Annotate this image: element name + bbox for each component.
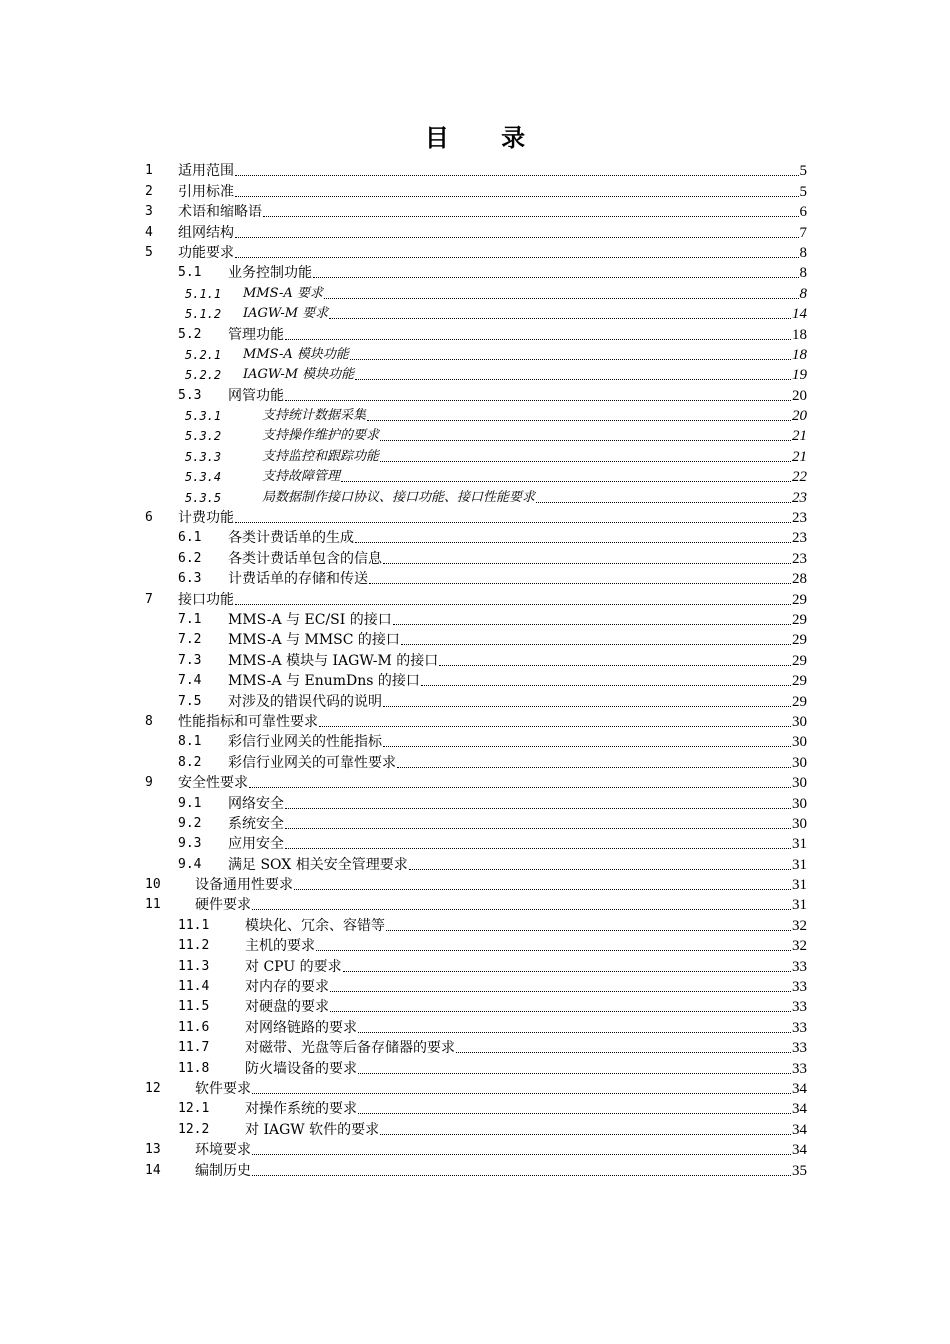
toc-entry-page-number: 21 (792, 428, 807, 445)
toc-entry-title: 术语和缩略语 (178, 204, 262, 221)
toc-entry-title: 应用安全 (228, 836, 284, 853)
toc-entry-page-number: 28 (792, 571, 807, 588)
toc-entry-page-number: 5 (799, 183, 807, 200)
toc-dot-leader (235, 174, 799, 176)
toc-entry-title: MMS-A 与 EnumDns 的接口 (228, 673, 420, 690)
toc-entry[interactable] (145, 772, 807, 792)
toc-entry-page-number: 8 (799, 244, 807, 261)
toc-entry-number: 11.5 (178, 999, 210, 1015)
toc-dot-leader (355, 541, 791, 543)
toc-entry-number: 7.4 (178, 673, 202, 689)
toc-entry[interactable] (145, 588, 807, 608)
toc-entry-title: 局数据制作接口协议、接口功能、接口性能要求 (262, 489, 536, 505)
toc-entry[interactable] (145, 568, 807, 588)
toc-dot-leader (235, 521, 791, 523)
toc-entry-title: 各类计费话单的生成 (228, 530, 354, 547)
toc-entry[interactable] (145, 1139, 807, 1159)
toc-dot-leader (358, 1031, 791, 1033)
toc-entry-page-number: 33 (792, 1060, 807, 1077)
toc-entry-number: 8.2 (178, 754, 202, 770)
toc-entry-number: 11.1 (178, 917, 210, 933)
toc-entry-page-number: 8 (799, 265, 807, 282)
toc-entry-title: 硬件要求 (195, 897, 251, 914)
toc-entry[interactable] (145, 323, 807, 343)
toc-entry-number: 11.7 (178, 1040, 210, 1056)
toc-entry-number: 12.2 (178, 1121, 210, 1137)
toc-entry[interactable] (145, 935, 807, 955)
toc-entry[interactable] (145, 160, 807, 180)
toc-entry-page-number: 29 (792, 591, 807, 608)
toc-entry[interactable] (145, 507, 807, 527)
toc-entry-page-number: 30 (792, 754, 807, 771)
toc-entry[interactable] (145, 201, 807, 221)
toc-entry-number: 8.1 (178, 734, 202, 750)
toc-entry-number: 5.2.2 (185, 368, 222, 383)
toc-dot-leader (330, 1010, 791, 1012)
toc-entry-page-number: 31 (792, 836, 807, 853)
toc-entry[interactable] (145, 262, 807, 282)
toc-dot-leader (285, 399, 791, 401)
toc-entry-title: 对内存的要求 (245, 979, 329, 996)
toc-entry[interactable] (145, 221, 807, 241)
toc-dot-leader (316, 949, 791, 951)
toc-dot-leader (249, 786, 791, 788)
toc-entry-number: 7.3 (178, 652, 202, 668)
toc-dot-leader (439, 664, 791, 666)
toc-entry-title: 防火墙设备的要求 (245, 1060, 357, 1077)
toc-entry[interactable] (145, 344, 807, 364)
toc-dot-leader (252, 1092, 791, 1094)
toc-entry[interactable] (145, 364, 807, 384)
toc-entry-title: 接口功能 (178, 591, 234, 608)
toc-entry-title: MMS-A 模块与 IAGW-M 的接口 (228, 652, 439, 669)
toc-entry-number: 6 (145, 510, 153, 526)
toc-entry-number: 6.3 (178, 571, 202, 587)
toc-dot-leader (285, 807, 791, 809)
toc-entry-number: 7.2 (178, 632, 202, 648)
toc-entry-title: 计费功能 (178, 510, 234, 527)
toc-entry[interactable] (145, 1016, 807, 1036)
toc-entry-number: 9 (145, 775, 153, 791)
toc-entry-page-number: 22 (792, 469, 807, 486)
toc-entry-number: 10 (145, 877, 161, 893)
toc-entry-page-number: 18 (792, 346, 807, 363)
toc-entry-number: 9.1 (178, 795, 202, 811)
toc-entry-title: 引用标准 (178, 183, 234, 200)
toc-entry[interactable] (145, 425, 807, 445)
toc-entry[interactable] (145, 466, 807, 486)
toc-entry-page-number: 33 (792, 958, 807, 975)
toc-dot-leader (235, 603, 791, 605)
toc-entry-title: MMS-A 要求 (243, 285, 323, 301)
toc-entry-page-number: 31 (792, 877, 807, 894)
toc-entry-page-number: 18 (792, 326, 807, 343)
toc-dot-leader (380, 460, 791, 462)
toc-entry-number: 5.2.1 (185, 347, 222, 362)
toc-entry-page-number: 33 (792, 1040, 807, 1057)
toc-entry[interactable] (145, 874, 807, 894)
toc-entry-title: 适用范围 (178, 163, 234, 180)
toc-entry[interactable] (145, 303, 807, 323)
toc-entry-title: 网络安全 (228, 795, 284, 812)
toc-entry[interactable] (145, 649, 807, 669)
toc-entry-title: 设备通用性要求 (195, 877, 293, 894)
toc-entry-number: 3 (145, 204, 153, 220)
toc-entry-page-number: 14 (792, 306, 807, 323)
toc-entry-number: 7.5 (178, 693, 202, 709)
toc-entry[interactable] (145, 629, 807, 649)
toc-dot-leader (343, 970, 791, 972)
toc-entry-number: 9.2 (178, 815, 202, 831)
toc-entry-title: 计费话单的存储和传送 (228, 571, 368, 588)
toc-entry-title: 对 IAGW 软件的要求 (245, 1121, 380, 1138)
toc-entry-page-number: 23 (792, 550, 807, 567)
toc-entry-number: 5.3.5 (185, 490, 222, 505)
toc-dot-leader (383, 705, 791, 707)
toc-dot-leader (263, 215, 799, 217)
toc-dot-leader (285, 338, 791, 340)
toc-entry-page-number: 33 (792, 999, 807, 1016)
toc-entry-title: 软件要求 (195, 1080, 251, 1097)
toc-entry-title: 编制历史 (195, 1162, 251, 1179)
toc-entry[interactable] (145, 547, 807, 567)
toc-entry[interactable] (145, 711, 807, 731)
toc-dot-leader (355, 378, 791, 380)
toc-entry-page-number: 20 (792, 408, 807, 425)
toc-entry-page-number: 32 (792, 917, 807, 934)
toc-entry-page-number: 7 (799, 224, 807, 241)
toc-entry[interactable] (145, 690, 807, 710)
toc-entry-title: 支持操作维护的要求 (262, 428, 380, 444)
toc-entry-number: 13 (145, 1142, 161, 1158)
toc-entry-page-number: 30 (792, 775, 807, 792)
toc-entry-page-number: 29 (792, 652, 807, 669)
toc-entry-number: 14 (145, 1162, 161, 1178)
toc-entry[interactable] (145, 609, 807, 629)
toc-entry[interactable] (145, 242, 807, 262)
toc-entry-title: 对硬盘的要求 (245, 999, 329, 1016)
toc-entry-page-number: 23 (792, 530, 807, 547)
toc-dot-leader (401, 643, 791, 645)
toc-entry-title: 功能要求 (178, 244, 234, 261)
toc-entry-title: 性能指标和可靠性要求 (178, 713, 318, 730)
toc-entry-number: 4 (145, 224, 153, 240)
toc-entry-number: 11.2 (178, 938, 210, 954)
toc-entry[interactable] (145, 527, 807, 547)
toc-entry-number: 11 (145, 897, 161, 913)
toc-entry[interactable] (145, 751, 807, 771)
toc-entry[interactable] (145, 731, 807, 751)
toc-entry-number: 11.4 (178, 979, 210, 995)
toc-entry-title: 满足 SOX 相关安全管理要求 (228, 856, 408, 873)
table-of-contents (145, 160, 807, 1180)
toc-entry-page-number: 30 (792, 734, 807, 751)
toc-entry-page-number: 34 (792, 1142, 807, 1159)
toc-entry-title: 彩信行业网关的可靠性要求 (228, 754, 396, 771)
toc-dot-leader (341, 480, 791, 482)
toc-entry-page-number: 31 (792, 856, 807, 873)
toc-entry-title: IAGW-M 要求 (243, 306, 329, 322)
toc-dot-leader (386, 929, 791, 931)
toc-entry[interactable] (145, 914, 807, 934)
toc-entry[interactable] (145, 180, 807, 200)
toc-dot-leader (235, 256, 799, 258)
toc-entry-title: 对网络链路的要求 (245, 1019, 357, 1036)
toc-entry-number: 5.3.1 (185, 409, 222, 424)
toc-entry-number: 5.3.3 (185, 449, 222, 464)
toc-entry-number: 5.1.1 (185, 286, 222, 301)
toc-entry-title: MMS-A 模块功能 (243, 346, 349, 362)
toc-entry-title: IAGW-M 模块功能 (243, 367, 355, 383)
toc-entry-number: 6.1 (178, 530, 202, 546)
toc-entry-number: 9.4 (178, 856, 202, 872)
toc-entry-title: 系统安全 (228, 815, 284, 832)
toc-entry[interactable] (145, 833, 807, 853)
toc-dot-leader (409, 868, 791, 870)
toc-entry-title: 对磁带、光盘等后备存储器的要求 (245, 1040, 455, 1057)
toc-dot-leader (330, 990, 791, 992)
toc-entry-page-number: 23 (792, 510, 807, 527)
toc-entry-page-number: 29 (792, 673, 807, 690)
toc-entry-page-number: 33 (792, 1019, 807, 1036)
toc-dot-leader (252, 1153, 791, 1155)
toc-entry-number: 5.2 (178, 326, 202, 342)
toc-entry-page-number: 34 (792, 1121, 807, 1138)
toc-entry-title: 组网结构 (178, 224, 234, 241)
toc-entry-title: 各类计费话单包含的信息 (228, 550, 382, 567)
toc-entry-title: 管理功能 (228, 326, 284, 343)
toc-entry[interactable] (145, 955, 807, 975)
toc-entry-title: 支持故障管理 (262, 469, 341, 485)
toc-entry-title: MMS-A 与 EC/SI 的接口 (228, 611, 392, 628)
toc-dot-leader (285, 827, 791, 829)
toc-entry[interactable] (145, 1098, 807, 1118)
toc-entry[interactable] (145, 792, 807, 812)
toc-dot-leader (235, 195, 799, 197)
toc-entry-page-number: 20 (792, 387, 807, 404)
toc-entry-page-number: 21 (792, 448, 807, 465)
toc-entry-number: 6.2 (178, 550, 202, 566)
toc-entry[interactable] (145, 405, 807, 425)
toc-entry[interactable] (145, 384, 807, 404)
toc-entry-title: MMS-A 与 MMSC 的接口 (228, 632, 400, 649)
toc-entry-title: 彩信行业网关的性能指标 (228, 734, 382, 751)
toc-entry-page-number: 30 (792, 795, 807, 812)
toc-entry-number: 5.3.4 (185, 470, 222, 485)
toc-dot-leader (383, 562, 791, 564)
toc-dot-leader (380, 439, 791, 441)
toc-entry-number: 1 (145, 163, 153, 179)
toc-entry-number: 5.1 (178, 265, 202, 281)
toc-dot-leader (324, 297, 799, 299)
toc-entry-number: 7.1 (178, 611, 202, 627)
toc-entry[interactable] (145, 445, 807, 465)
toc-entry[interactable] (145, 1118, 807, 1138)
toc-dot-leader (358, 1072, 791, 1074)
toc-entry-number: 2 (145, 183, 153, 199)
toc-dot-leader (397, 766, 791, 768)
toc-dot-leader (319, 725, 791, 727)
toc-entry-page-number: 29 (792, 632, 807, 649)
page-title: 目 录 (424, 124, 548, 152)
toc-dot-leader (536, 501, 791, 503)
toc-entry-number: 5.3 (178, 387, 202, 403)
toc-entry-number: 5.1.2 (185, 307, 222, 322)
toc-entry-title: 模块化、冗余、容错等 (245, 917, 385, 934)
toc-entry-number: 5.3.2 (185, 429, 222, 444)
toc-entry-number: 12 (145, 1080, 161, 1096)
toc-entry[interactable] (145, 486, 807, 506)
toc-entry-title: 支持统计数据采集 (262, 408, 367, 424)
toc-entry-title: 支持监控和跟踪功能 (262, 448, 380, 464)
toc-entry[interactable] (145, 996, 807, 1016)
toc-dot-leader (380, 1133, 791, 1135)
toc-entry-number: 12.1 (178, 1101, 210, 1117)
toc-entry-page-number: 32 (792, 938, 807, 955)
toc-entry-number: 11.3 (178, 958, 210, 974)
toc-dot-leader (456, 1051, 791, 1053)
toc-entry-page-number: 30 (792, 815, 807, 832)
toc-dot-leader (393, 623, 791, 625)
toc-entry[interactable] (145, 894, 807, 914)
toc-dot-leader (329, 317, 791, 319)
toc-entry-number: 5 (145, 244, 153, 260)
toc-entry-number: 11.8 (178, 1060, 210, 1076)
toc-entry-page-number: 35 (792, 1162, 807, 1179)
toc-dot-leader (369, 582, 791, 584)
toc-entry-page-number: 34 (792, 1101, 807, 1118)
toc-entry-title: 对 CPU 的要求 (245, 958, 342, 975)
toc-entry-title: 主机的要求 (245, 938, 315, 955)
toc-entry-title: 对操作系统的要求 (245, 1101, 357, 1118)
toc-dot-leader (313, 276, 799, 278)
toc-entry-page-number: 29 (792, 611, 807, 628)
toc-entry-page-number: 5 (799, 163, 807, 180)
toc-dot-leader (235, 236, 799, 238)
toc-dot-leader (350, 358, 791, 360)
toc-entry[interactable] (145, 1037, 807, 1057)
toc-entry[interactable] (145, 1159, 807, 1179)
toc-entry-title: 对涉及的错误代码的说明 (228, 693, 382, 710)
toc-dot-leader (252, 1174, 791, 1176)
toc-entry-page-number: 33 (792, 979, 807, 996)
toc-entry-page-number: 6 (799, 204, 807, 221)
toc-entry-page-number: 29 (792, 693, 807, 710)
toc-entry[interactable] (145, 1078, 807, 1098)
toc-dot-leader (367, 419, 791, 421)
toc-dot-leader (252, 908, 791, 910)
toc-entry[interactable] (145, 976, 807, 996)
toc-entry-number: 8 (145, 713, 153, 729)
toc-entry[interactable] (145, 853, 807, 873)
toc-entry[interactable] (145, 670, 807, 690)
toc-entry-title: 环境要求 (195, 1142, 251, 1159)
toc-entry-number: 9.3 (178, 836, 202, 852)
toc-entry-title: 业务控制功能 (228, 265, 312, 282)
toc-dot-leader (358, 1112, 791, 1114)
toc-dot-leader (294, 888, 791, 890)
toc-entry-title: 网管功能 (228, 387, 284, 404)
toc-entry-page-number: 8 (799, 285, 807, 302)
toc-dot-leader (383, 745, 791, 747)
toc-entry[interactable] (145, 1057, 807, 1077)
toc-entry[interactable] (145, 813, 807, 833)
toc-entry-page-number: 23 (792, 489, 807, 506)
toc-entry-page-number: 30 (792, 713, 807, 730)
toc-entry-page-number: 34 (792, 1080, 807, 1097)
toc-entry-number: 7 (145, 591, 153, 607)
toc-entry-title: 安全性要求 (178, 775, 248, 792)
toc-dot-leader (421, 684, 791, 686)
toc-dot-leader (285, 847, 791, 849)
toc-entry-page-number: 19 (792, 367, 807, 384)
toc-entry-page-number: 31 (792, 897, 807, 914)
toc-entry[interactable] (145, 282, 807, 302)
toc-entry-number: 11.6 (178, 1019, 210, 1035)
